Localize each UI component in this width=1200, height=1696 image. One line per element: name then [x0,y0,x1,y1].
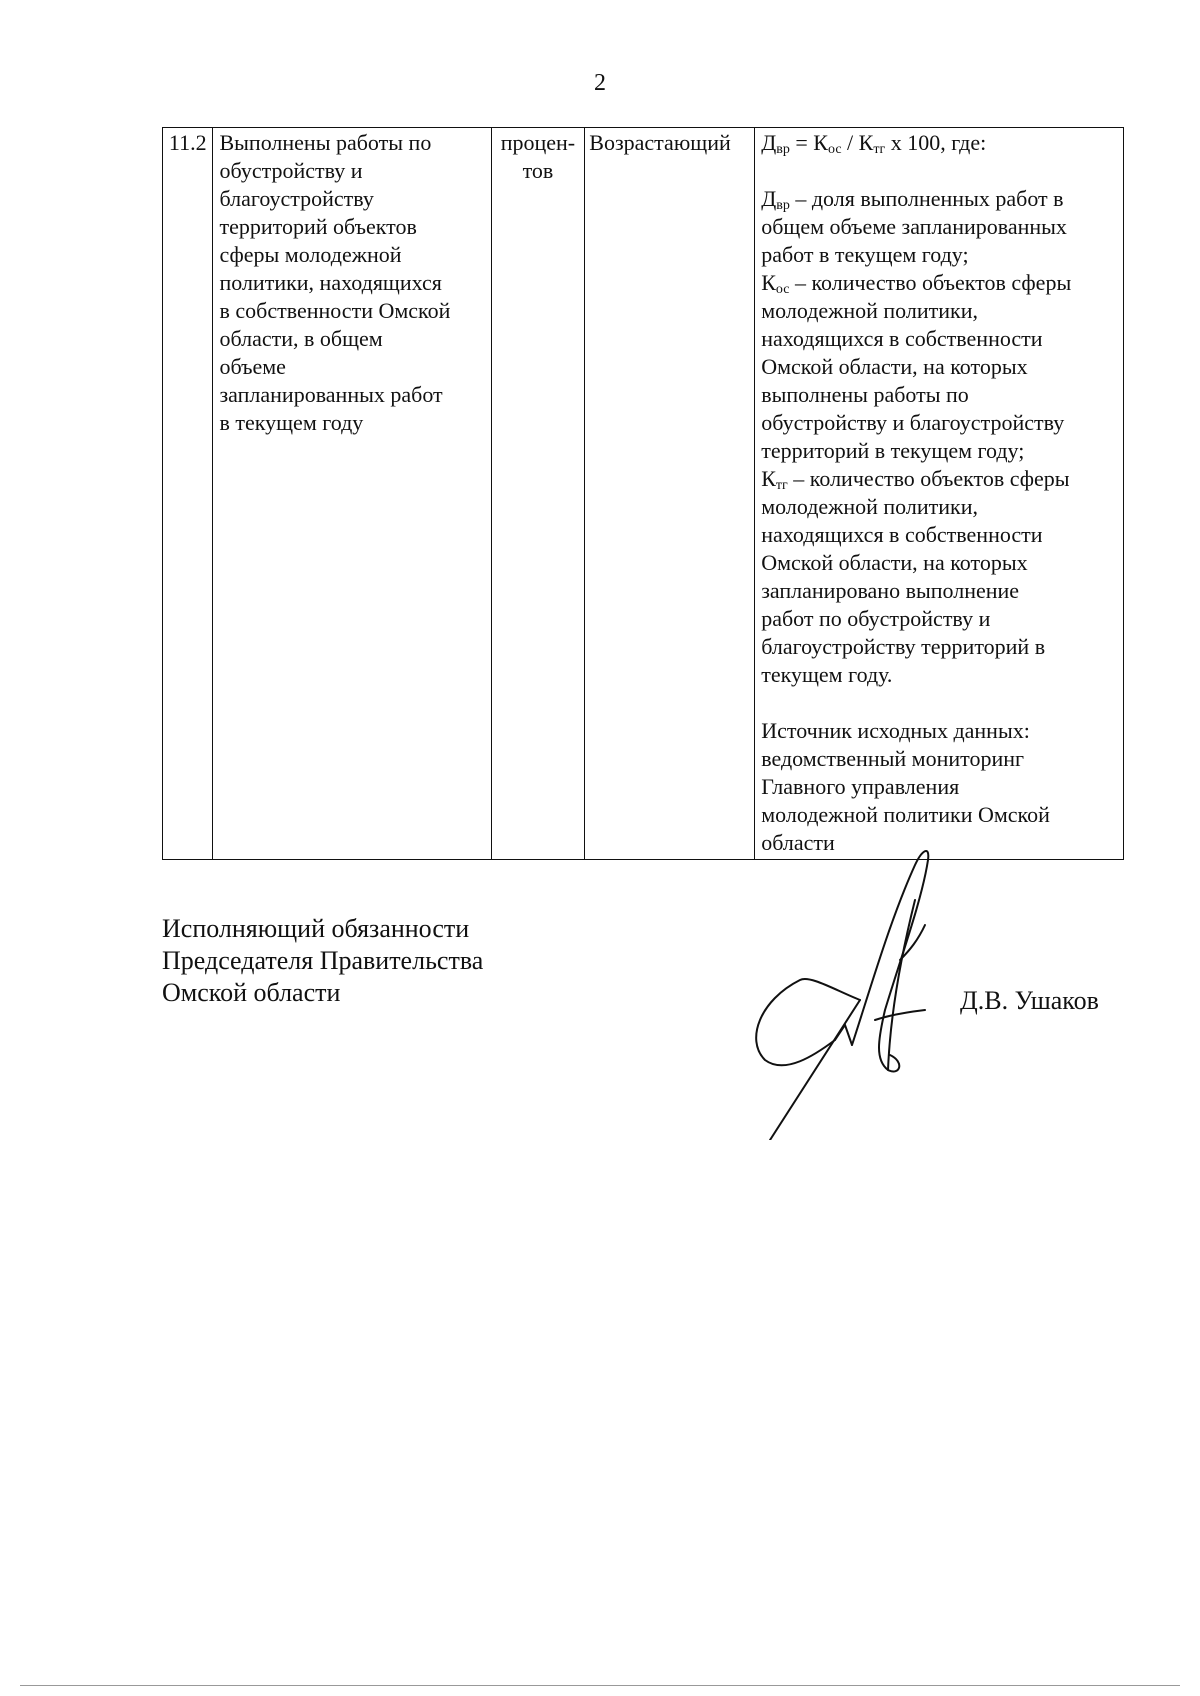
name-line: в собственности Омской [219,298,451,323]
name-line: благоустройству [219,186,374,211]
source-line: ведомственный мониторинг [761,746,1025,771]
trend-cell: Возрастающий [585,128,755,860]
definition-line: запланировано выполнение [761,578,1020,603]
definition-line: работ в текущем году; [761,242,969,267]
name-line: Выполнены работы по [219,130,432,155]
definition-line: работ по обустройству и [761,606,991,631]
name-line: объеме [219,354,286,379]
unit-cell [491,128,585,860]
spacer [761,157,1117,185]
formula: $Д_{вр} = К_{ос} / К_{тг}$ х 100, где: [761,130,987,157]
unit-line: процен- [500,130,576,155]
definition-line: находящихся в собственности [761,326,1043,351]
definition-line: находящихся в собственности [761,522,1043,547]
signatory-title [162,913,483,1009]
definition-dvr: $Д_{вр}$ – доля выполненных работ в [761,186,1064,213]
signatory-title-line: Исполняющий обязанности [162,914,470,943]
footer-divider [20,1685,1180,1686]
definition-line: территорий в текущем году; [761,438,1025,463]
calculation-cell [755,128,1124,860]
name-line: области, в общем [219,326,383,351]
definition-line: молодежной политики, [761,494,978,519]
table-row [163,128,1124,860]
name-line: обустройству и [219,158,363,183]
source-line: Источник исходных данных: [761,718,1030,743]
handwritten-signature-icon [740,840,980,1140]
definition-kos: $К_{ос}$ – количество объектов сферы [761,270,1072,297]
source-line: молодежной политики Омской [761,802,1050,827]
name-line: территорий объектов [219,214,417,239]
name-line: в текущем году [219,410,364,435]
signatory-title-line: Омской области [162,978,341,1007]
spacer [761,689,1117,717]
definition-line: текущем году. [761,662,893,687]
row-number-cell: 11.2 [163,128,213,860]
definition-ktg: $К_{тг}$ – количество объектов сферы [761,466,1070,493]
name-line: запланированных работ [219,382,443,407]
definition-line: Омской области, на которых [761,550,1028,575]
unit-line: тов [522,158,554,183]
name-line: политики, находящихся [219,270,442,295]
definition-line: обустройству и благоустройству [761,410,1065,435]
definition-line: Омской области, на которых [761,354,1028,379]
indicator-name-cell [213,128,491,860]
indicator-table [162,127,1124,860]
page-number: 2 [594,70,606,96]
definition-line: молодежной политики, [761,298,978,323]
signatory-title-line: Председателя Правительства [162,946,484,975]
definition-line: благоустройству территорий в [761,634,1046,659]
definition-line: выполнены работы по [761,382,969,407]
source-line: Главного управления [761,774,960,799]
source-line: области [761,830,835,855]
definition-line: общем объеме запланированных [761,214,1067,239]
signer-name: Д.В. Ушаков [960,986,1099,1015]
name-line: сферы молодежной [219,242,402,267]
